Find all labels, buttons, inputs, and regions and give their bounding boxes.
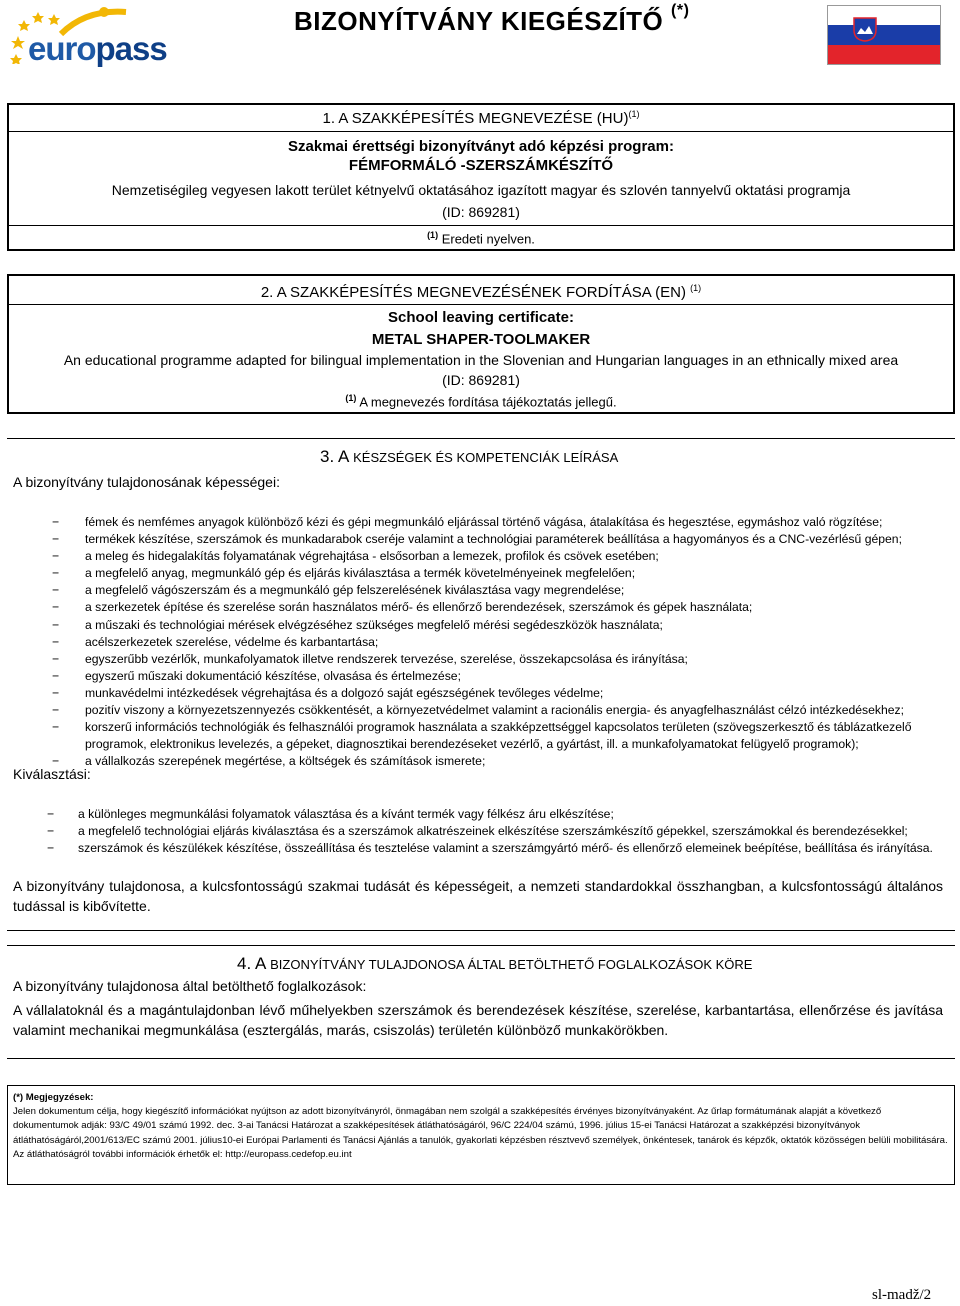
section2-heading: 2. A SZAKKÉPESÍTÉS MEGNEVEZÉSÉNEK FORDÍTÁSA (EN) $^{(1)}$: [260, 283, 702, 301]
list-item: [52, 599, 932, 616]
bullet-dash: −: [52, 617, 60, 632]
bullet-dash: −: [52, 549, 60, 564]
page-number: sl-madž/2: [872, 1287, 932, 1303]
list-item: [52, 548, 932, 565]
bullet-dash: −: [52, 651, 60, 666]
list-item-text: munkavédelmi intézkedések végrehajtása és a dolgozó saját egészségének tevőleges védelme;: [85, 685, 604, 700]
list-item-text: egyszerűbb vezérlők, munkafolyamatok illetve rendszerek tervezése, szerelése, összekapcsolása és irányítása;: [85, 651, 688, 666]
bullet-dash: −: [47, 807, 55, 821]
section4-heading: 4. A BIZONYÍTVÁNY TULAJDONOSA ÁLTAL BETÖLTHETŐ FOGLALKOZÁSOK KÖRE: [237, 954, 753, 973]
list-item-text: a szerkezetek építése és szerelése során használatos mérő- és ellenőrző berendezések, szerszámok és gépek használata;: [85, 600, 753, 615]
list-item: [52, 668, 932, 685]
optional-skills-label: Kiválasztási:: [13, 766, 91, 782]
skills-summary: A bizonyítvány tulajdonosa, a kulcsfontosságú szakmai tudását és képességeit, a nemzeti standardokkal összhangban, a kulcsfontosságú általános tudással is kibővítette.: [13, 878, 943, 914]
list-item: [52, 651, 932, 668]
bullet-dash: −: [47, 824, 55, 839]
list-item: [47, 806, 947, 823]
europass-logo: [8, 4, 167, 70]
section3-heading: 3. A KÉSZSÉGEK ÉS KOMPETENCIÁK LEÍRÁSA: [320, 447, 619, 466]
bullet-dash: −: [52, 754, 60, 769]
list-item: [52, 617, 932, 634]
list-item: [52, 685, 932, 702]
bullet-dash: −: [52, 634, 60, 649]
section2-line2: METAL SHAPER-TOOLMAKER: [371, 331, 591, 348]
list-item: [47, 840, 947, 857]
section2-line1: School leaving certificate:: [388, 309, 574, 326]
section-qualification-translation: [7, 274, 955, 414]
bullet-dash: −: [52, 515, 60, 529]
list-item-text: a megfelelő vágószerszám és a megmunkáló gép felszerelésének kiválasztása vagy megrendelése;: [85, 583, 625, 598]
section1-id: (ID: 869281): [442, 204, 520, 220]
list-item: [52, 582, 932, 599]
skills-label: A bizonyítvány tulajdonosának képességei:: [13, 474, 280, 490]
list-item: [47, 823, 947, 840]
notes-box: [7, 1085, 955, 1185]
bullet-dash: −: [47, 841, 55, 856]
bullet-dash: −: [52, 703, 60, 718]
list-item-text: pozitív viszony a környezetszennyezés csökkentését, a környezetvédelmet valamint a racionális energia- és anyagfelhasználást célzó intézkedésekhez;: [85, 703, 905, 718]
list-item-text: szerszámok és készülékek készítése, összeállítása és tesztelése valamint a szerszámgyártó mérő- és ellenőrző elemeinek beépítése, beállítása és irányítása.: [78, 841, 933, 856]
jobs-text: A vállalatoknál és a magántulajdonban lévő műhelyekben szerszámok és berendezések készítése, szerelése, karbantartása, ellenőrzése és javítása valamint mechanikai megmunkálása (esztergálás, marás, csiszolás) területén különböző munkakörökben.: [13, 1002, 943, 1038]
list-item-text: a műszaki és technológiai mérések elvégzéséhez szükséges megfelelő mérési segédeszközök használata;: [85, 617, 663, 632]
optional-skills-list: [47, 806, 947, 857]
notes-text: Jelen dokumentum célja, hogy kiegészítő információkat nyújtson az adott bizonyítványról, önmagában nem szolgál a szakképesítés érvényes bizonyítványaként. Az űrlap formátumának alapját a következő dokumentumok adják: 93/C 49/01 számú 1992. dec. 3-ai Tanácsi Határozat a szakképesítések átláthatóságáról, 96/C 224/04 számú, 1996. július 15-ei Tanácsi Határozat a szakképzési bizonyítványok átláthatóságáról,2001/613/EC számú 2001. július10-ei Európai Parlamenti és Tanácsi Ajánlás a tanulók, gyakorlati képzésben résztvevő személyek, önkéntesek, tanárok és képzők, oktatók közösségen belüli mobilitására.: [13, 1106, 948, 1146]
list-item-text: a megfelelő anyag, megmunkáló gép és eljárás kiválasztása a termék követelményeinek megfelelően;: [85, 566, 636, 581]
slovenian-flag-icon: [827, 5, 941, 65]
list-item-text: korszerű információs technológiák és felhasználói programok használata a szakképzettséggel kapcsolatos területen (szövegszerkesztő és táblázatkezelő programok, elektronikus levelezés, a gépeket, diagnosztikai berendezéseket vezérlő, a gyártást, ill. a munkafolyamatokat felügyelő programok);: [85, 720, 912, 752]
bullet-dash: −: [52, 532, 60, 547]
divider: [7, 930, 955, 931]
list-item-text: fémek és nemfémes anyagok különböző kézi és gépi megmunkáló eljárással történő vágása, átalakítása és hegesztése, egymáshoz való rögzítése;: [85, 515, 883, 529]
list-item: [52, 753, 932, 770]
bullet-dash: −: [52, 600, 60, 615]
list-item: [52, 514, 932, 531]
list-item-text: a megfelelő technológiai eljárás kiválasztása és a szerszámok alkatrészeinek elkészítése szerszámkészítő gépekkel, szerszámokkal és berendezésekkel;: [78, 824, 908, 839]
section2-line3: An educational programme adapted for bilingual implementation in the Slovenian and Hungarian languages in an ethnically mixed area: [63, 352, 899, 368]
document-title: BIZONYÍTVÁNY KIEGÉSZÍTŐ (*): [294, 2, 690, 36]
bullet-dash: −: [52, 668, 60, 683]
section-qualification-name: [7, 103, 955, 251]
section1-line1: Szakmai érettségi bizonyítványt adó képzési program:: [288, 138, 674, 155]
section1-line2: FÉMFORMÁLÓ -SZERSZÁMKÉSZÍTŐ: [348, 157, 614, 174]
logo-wordmark: europass: [28, 30, 167, 67]
bullet-dash: −: [52, 685, 60, 700]
list-item: [52, 634, 932, 651]
list-item: [52, 531, 932, 548]
list-item-text: a vállalkozás szerepének megértése, a költségek és számítások ismerete;: [85, 754, 486, 769]
section2-id: (ID: 869281): [442, 372, 520, 388]
notes-title: (*) Megjegyzések:: [13, 1092, 94, 1103]
list-item-text: a különleges megmunkálási folyamatok választása és a kívánt termék vagy félkész áru elkészítése;: [78, 807, 614, 821]
bullet-dash: −: [52, 720, 60, 735]
skills-list: [52, 514, 932, 770]
bullet-dash: −: [52, 566, 60, 581]
divider: [7, 438, 955, 439]
notes-more-info: Az átláthatóságról további információk érhetők el: http://europass.cedefop.eu.int: [13, 1148, 352, 1160]
list-item-text: acélszerkezetek szerelése, védelme és karbantartása;: [85, 634, 379, 649]
bullet-dash: −: [52, 583, 60, 598]
list-item-text: a meleg és hidegalakítás folyamatának végrehajtása - elsősorban a lemezek, profilok és csövek esetében;: [85, 549, 659, 564]
section1-note: $^{(1)}$ Eredeti nyelven.: [427, 230, 535, 247]
list-item-text: egyszerű műszaki dokumentáció készítése, olvasása és értelmezése;: [85, 668, 461, 683]
list-item: [52, 565, 932, 582]
list-item: [52, 702, 932, 719]
jobs-label: A bizonyítvány tulajdonosa által betölthető foglalkozások:: [13, 978, 367, 994]
section1-heading: 1. A SZAKKÉPESÍTÉS MEGNEVEZÉSE (HU)$^{(1)}$: [322, 109, 640, 127]
list-item: [52, 719, 932, 753]
coat-of-arms-icon: [852, 16, 878, 42]
section1-line3: Nemzetiségileg vegyesen lakott terület kétnyelvű oktatásához igazított magyar és szlovén tannyelvű oktatási programja: [111, 182, 851, 198]
section2-note: $^{(1)}$ A megnevezés fordítása tájékoztatás jellegű.: [345, 393, 617, 410]
divider: [7, 945, 955, 946]
list-item-text: termékek készítése, szerszámok és munkadarabok cseréje valamint a technológiai paraméterek beállítása a hagyományos és a CNC-vezérlésű gépen;: [85, 532, 902, 547]
divider: [7, 1058, 955, 1059]
